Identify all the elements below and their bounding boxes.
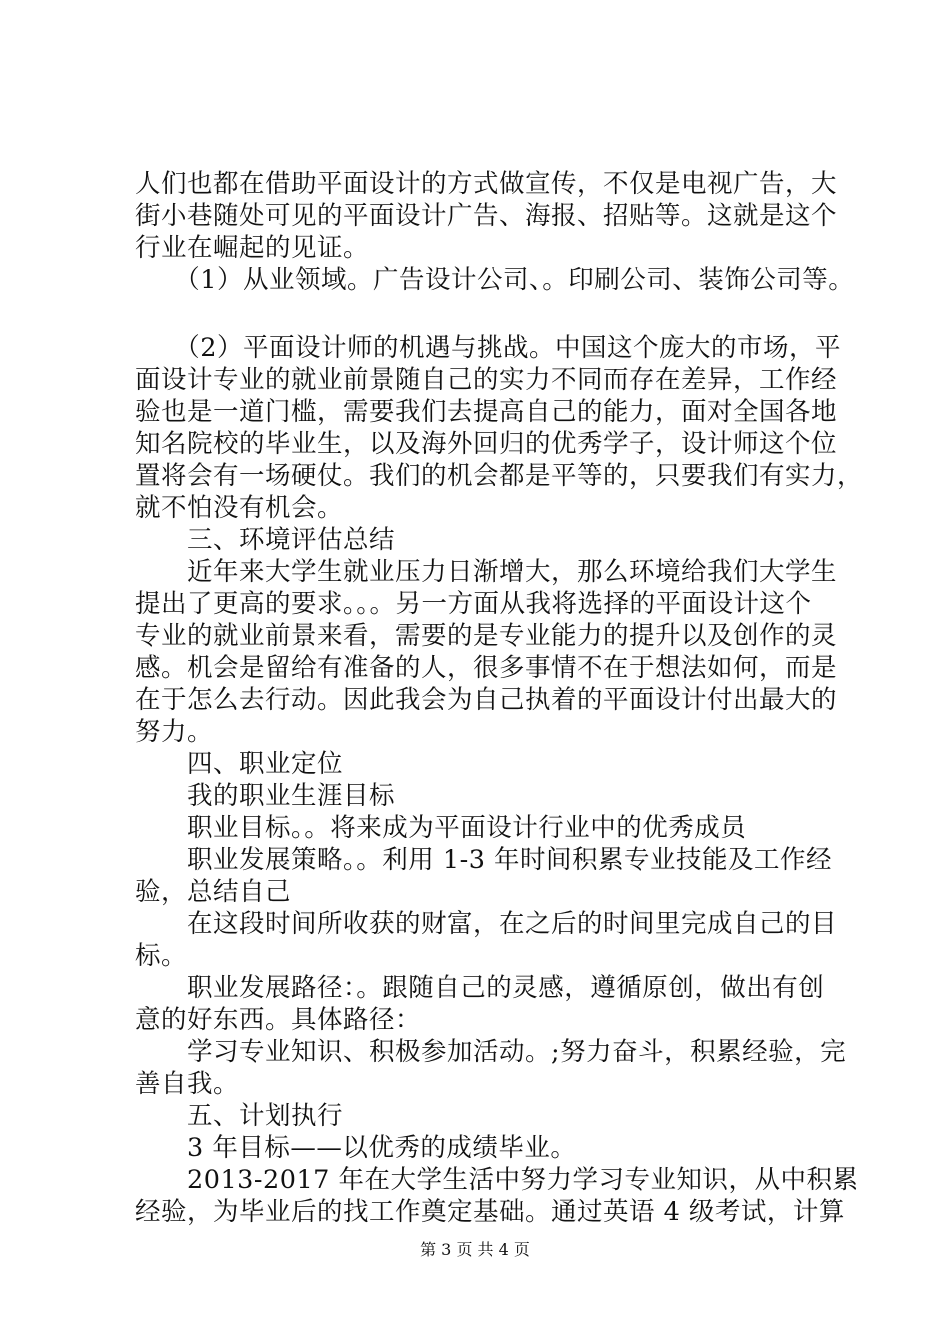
text-line: 街小巷随处可见的平面设计广告、海报、招贴等。这就是这个 (135, 201, 838, 231)
text-line: 在这段时间所收获的财富，在之后的时间里完成自己的目 (135, 909, 838, 939)
text-line: 知名院校的毕业生，以及海外回归的优秀学子，设计师这个位 (135, 429, 838, 459)
text-line: 职业目标。。将来成为平面设计行业中的优秀成员 (135, 813, 747, 843)
text-line: 提出了更高的要求。。。另一方面从我将选择的平面设计这个 (135, 589, 812, 619)
page-footer (0, 1240, 950, 1260)
text-line: 感。机会是留给有准备的人，很多事情不在于想法如何，而是 (135, 653, 838, 683)
text-line: 努力。 (135, 717, 214, 747)
text-line: 2013-2017 年在大学生活中努力学习专业知识，从中积累 (135, 1165, 859, 1195)
text-line: 经验，为毕业后的找工作奠定基础。通过英语 4 级考试，计算 (135, 1197, 845, 1227)
text-line: 我的职业生涯目标 (135, 781, 396, 811)
document-body (135, 168, 864, 1228)
text-line: 人们也都在借助平面设计的方式做宣传，不仅是电视广告，大 (135, 169, 838, 199)
text-line: 意的好东西。具体路径： (135, 1005, 422, 1035)
text-line: 善自我。 (135, 1069, 240, 1099)
text-line: 职业发展路径：。跟随自己的灵感，遵循原创，做出有创 (135, 973, 825, 1003)
page-indicator: 第 3 页 共 4 页 (420, 1240, 530, 1259)
section-heading: 三、环境评估总结 (135, 525, 396, 555)
text-line: 学习专业知识、积极参加活动。;努力奋斗，积累经验，完 (135, 1037, 847, 1067)
text-line: 验，总结自己 (135, 877, 292, 907)
text-line: 职业发展策略。。利用 1-3 年时间积累专业技能及工作经 (135, 845, 833, 875)
section-heading: 四、职业定位 (135, 749, 344, 779)
text-line: 验也是一道门槛，需要我们去提高自己的能力，面对全国各地 (135, 397, 838, 427)
paragraph-gap (135, 296, 855, 332)
text-line: 就不怕没有机会。 (135, 493, 344, 523)
text-line: 在于怎么去行动。因此我会为自己执着的平面设计付出最大的 (135, 685, 838, 715)
text-line: 专业的就业前景来看，需要的是专业能力的提升以及创作的灵 (135, 621, 838, 651)
text-line: （2）平面设计师的机遇与挑战。中国这个庞大的市场，平 (135, 333, 841, 363)
text-line: （1）从业领域。广告设计公司、。印刷公司、装饰公司等。 (135, 265, 855, 295)
text-line: 置将会有一场硬仗。我们的机会都是平等的，只要我们有实力， (135, 461, 864, 491)
text-line: 行业在崛起的见证。 (135, 233, 370, 263)
text-line: 面设计专业的就业前景随自己的实力不同而存在差异，工作经 (135, 365, 838, 395)
text-line: 标。 (135, 941, 188, 971)
text-line: 3 年目标——以优秀的成绩毕业。 (135, 1133, 577, 1163)
section-heading: 五、计划执行 (135, 1101, 344, 1131)
text-line: 近年来大学生就业压力日渐增大，那么环境给我们大学生 (135, 557, 838, 587)
